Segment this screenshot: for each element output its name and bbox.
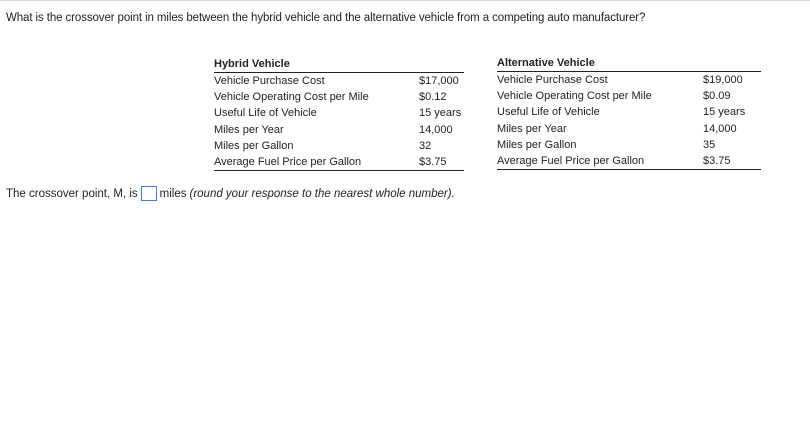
row-value: 15 years: [419, 107, 462, 120]
question-text: What is the crossover point in miles between the hybrid vehicle and the alternative vehicle from a competing auto manufacturer?: [6, 12, 646, 24]
table-row: [497, 121, 761, 137]
row-label: Vehicle Purchase Cost: [214, 75, 325, 88]
row-label: Miles per Year: [214, 123, 284, 136]
row-value: $0.09: [703, 90, 731, 103]
table-row: [214, 154, 464, 171]
row-value: 14,000: [703, 122, 737, 135]
row-label: Miles per Gallon: [497, 138, 577, 151]
row-label: Miles per Year: [497, 122, 567, 135]
table-row: [214, 73, 464, 90]
table-row: [497, 88, 761, 104]
table-row: [497, 104, 761, 120]
table-row: [497, 153, 761, 170]
row-label: Average Fuel Price per Gallon: [214, 154, 419, 171]
answer-line: [6, 186, 455, 201]
table-row: [497, 72, 761, 89]
row-value: 35: [703, 138, 716, 151]
table-row: [214, 138, 464, 154]
table-row: [214, 105, 464, 121]
row-value: $0.12: [419, 91, 447, 104]
answer-prefix: The crossover point, M, is: [6, 187, 138, 200]
hybrid-table-title: Hybrid Vehicle: [214, 57, 464, 73]
row-label: Vehicle Operating Cost per Mile: [497, 90, 652, 103]
row-value: $17,000: [419, 75, 459, 88]
alternative-vehicle-table: [497, 56, 761, 170]
row-label: Useful Life of Vehicle: [214, 107, 317, 120]
table-row: [497, 137, 761, 153]
hybrid-vehicle-table: [214, 57, 464, 171]
rounding-hint: (round your response to the nearest whole number).: [189, 187, 455, 200]
row-value: 15 years: [703, 106, 746, 119]
row-value: 14,000: [419, 123, 453, 136]
top-divider: [0, 0, 810, 1]
row-value: $3.75: [419, 154, 464, 171]
row-label: Average Fuel Price per Gallon: [497, 153, 703, 170]
row-label: Vehicle Operating Cost per Mile: [214, 91, 369, 104]
alternative-table-title: Alternative Vehicle: [497, 56, 761, 72]
row-value: $3.75: [703, 153, 761, 170]
row-label: Vehicle Purchase Cost: [497, 74, 608, 87]
row-label: Miles per Gallon: [214, 139, 294, 152]
row-label: Useful Life of Vehicle: [497, 106, 600, 119]
row-value: 32: [419, 139, 432, 152]
answer-unit: miles: [159, 187, 187, 200]
table-row: [214, 89, 464, 105]
row-value: $19,000: [703, 74, 743, 87]
table-row: [214, 122, 464, 138]
crossover-answer-input[interactable]: [141, 186, 157, 201]
